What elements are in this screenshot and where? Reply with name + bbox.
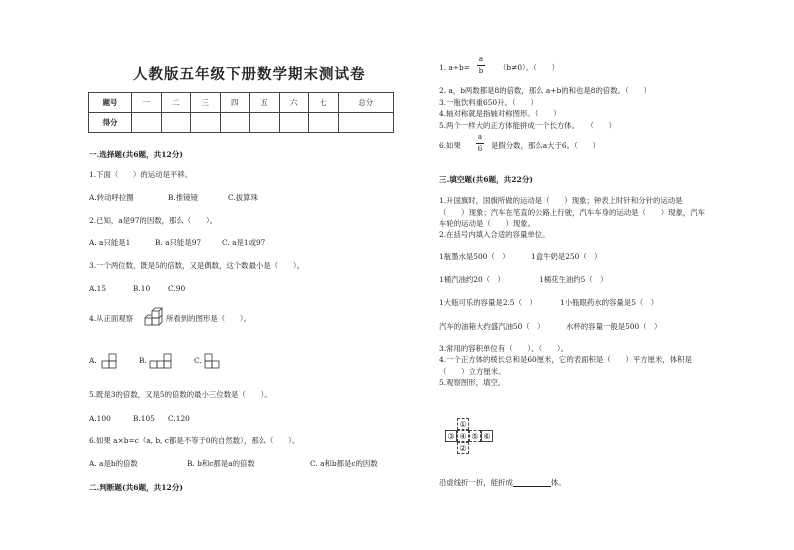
answer-blank[interactable]: [513, 478, 551, 487]
option-c: C.90: [168, 284, 186, 293]
question-3-3: 3.常用的容积单位有（ ）、（ ）。: [439, 344, 568, 353]
net-face: ⑥: [481, 430, 493, 442]
question-2-1-tail: （b≠0）。（ ）: [499, 63, 559, 72]
option-c-figure: [204, 353, 228, 369]
score-row-header: 题号: [89, 93, 132, 113]
score-col-header: 四: [220, 93, 250, 113]
score-col-header: 六: [279, 93, 309, 113]
question-3-4-line-1: 4.一个正方体的棱长总和是60厘米，它的表面积是（ ）平方厘米，体积是: [439, 355, 692, 364]
question-2-6-lead: 6.如果: [439, 141, 461, 150]
net-face: ②: [457, 442, 469, 454]
question-3-4-line-2: （ ）立方厘米。: [439, 367, 506, 376]
option-b: B.推镜镜: [168, 193, 198, 202]
question-1-4-stem-a: 4.从正面观察: [89, 314, 134, 323]
option-b: B.105: [133, 414, 155, 423]
fraction-a-over-6: [475, 133, 485, 154]
option-b: B. b和c都是a的倍数: [187, 459, 255, 468]
question-2-5: 5.两个一样大的正方体能拼成一个长方体。 （ ）: [439, 121, 617, 130]
score-table: [88, 92, 394, 133]
question-3-2-item: 1盒牛奶是250（ ）: [531, 252, 602, 261]
score-cell[interactable]: [132, 113, 162, 133]
cube-net-figure: [445, 418, 493, 462]
question-1-2-stem: 2.已知，a是97的因数，那么（ ）。: [89, 216, 218, 225]
fraction-bar: [477, 65, 485, 66]
option-a: A. a是b的倍数: [89, 459, 138, 468]
question-3-1-line-1: 1.升国旗时，国旗所做的运动是（ ）现象；钟表上时针和分针的运动是: [439, 196, 683, 205]
net-face: ③: [445, 430, 457, 442]
question-1-3-stem: 3.一个两位数，既是5的倍数，又是偶数，这个数最小是（ ）。: [89, 261, 304, 270]
fraction-numerator: a: [477, 133, 483, 141]
score-col-header: 三: [191, 93, 221, 113]
question-3-2-item: 1桶汽油约20（ ）: [439, 275, 505, 284]
score-cell[interactable]: [220, 113, 250, 133]
question-2-1-lead: 1. a÷b=: [439, 63, 470, 72]
option-b: B.: [139, 356, 147, 365]
question-1-5-stem: 5.既是3的倍数，又是5的倍数的最小三位数是（ ）。: [89, 390, 272, 399]
score-cell[interactable]: [338, 113, 394, 133]
question-3-5-tail: [439, 478, 566, 487]
score-col-header: 一: [132, 93, 162, 113]
fraction-denominator: 6: [477, 145, 483, 153]
score-table-score-row: [89, 113, 394, 133]
question-2-3: 3.一瓶饮料重650升。（ ）: [439, 98, 538, 107]
score-col-header: 二: [161, 93, 191, 113]
score-cell[interactable]: [161, 113, 191, 133]
question-3-2-item: 1小瓶眼药水的容量是5（ ）: [560, 298, 659, 307]
question-2-2: 2. a，b两数都是8的倍数，那么 a+b的和也是8的倍数。（ ）: [439, 86, 651, 95]
score-cell[interactable]: [250, 113, 280, 133]
option-c: C.120: [168, 414, 190, 423]
option-c: C. a和b都是c的因数: [310, 459, 378, 468]
option-a: A.转动呼拉圈: [89, 193, 134, 202]
score-col-header: 五: [250, 93, 280, 113]
option-a: A.: [89, 356, 97, 365]
question-3-5-tail-b: 体。: [550, 478, 566, 487]
section3-heading: 三.填空题(共6题，共22分): [439, 175, 534, 184]
question-3-1-line-2: （ ）现象；汽车在笔直的公路上行驶，汽车车身的运动是（ ）现象，汽车: [439, 208, 706, 217]
option-c: C. a是1或97: [222, 238, 266, 247]
option-a: A.100: [89, 414, 111, 423]
score-cell[interactable]: [191, 113, 221, 133]
question-3-2-item: 水杯的容量一般是500（ ）: [566, 322, 662, 331]
option-b: B. a只能是97: [155, 238, 202, 247]
option-b-figure: [149, 353, 179, 369]
question-3-2-item: 1桶花生油约5（ ）: [539, 275, 608, 284]
question-1-1-stem: 1.下面（ ）的运动是平移。: [89, 170, 193, 179]
question-1-6-stem: 6.如果 a×b=c（a, b, c都是不等于0的自然数），那么（ ）。: [89, 436, 300, 445]
score-row-header: 得分: [89, 113, 132, 133]
question-3-1-line-3: 车轮的运动是（ ）现象。: [439, 219, 536, 228]
question-2-6-tail: 是假分数，那么a大于6。（ ）: [491, 141, 600, 150]
question-3-2-item: 1大瓶可乐的容量是2.5（ ）: [439, 298, 537, 307]
cube-stack-icon: [143, 306, 165, 328]
score-cell[interactable]: [279, 113, 309, 133]
fraction-denominator: b: [478, 67, 484, 75]
question-3-5: 5.观察图形，填空。: [439, 378, 506, 387]
fraction-a-over-b: [476, 55, 486, 76]
net-face: ④: [457, 430, 469, 442]
question-3-2-intro: 2.在括号内填入合适的容量单位。: [439, 230, 550, 239]
fraction-numerator: a: [478, 55, 484, 63]
score-table-header-row: [89, 93, 394, 113]
net-face: ①: [457, 418, 469, 430]
option-b: B.10: [133, 284, 151, 293]
page-title: 人教版五年级下册数学期末测试卷: [133, 66, 366, 83]
option-a: A.15: [89, 284, 107, 293]
question-3-2-item: 1瓶墨水是500（ ）: [439, 252, 510, 261]
score-cell[interactable]: [309, 113, 339, 133]
option-c: C.拔算珠: [228, 193, 258, 202]
question-3-5-tail-a: 沿虚线折一折，能折成: [439, 478, 513, 487]
section2-heading: 二.判断题(共6题，共12分): [89, 483, 184, 492]
question-1-4-stem-b: 所看到的图形是（ ）。: [166, 314, 251, 323]
option-a: A. a只能是1: [89, 238, 131, 247]
section1-heading: 一.选择题(共6题，共12分): [89, 150, 184, 159]
score-col-header: 总分: [338, 93, 394, 113]
question-2-4: 4.轴对称就是指轴对称图形。（ ）: [439, 109, 561, 118]
question-3-2-item: 汽车的油箱大约盛汽油50（ ）: [439, 322, 545, 331]
score-col-header: 七: [309, 93, 339, 113]
option-a-figure: [101, 353, 123, 369]
option-c: C.: [194, 356, 202, 365]
net-face: ⑤: [469, 430, 481, 442]
fraction-bar: [476, 143, 484, 144]
